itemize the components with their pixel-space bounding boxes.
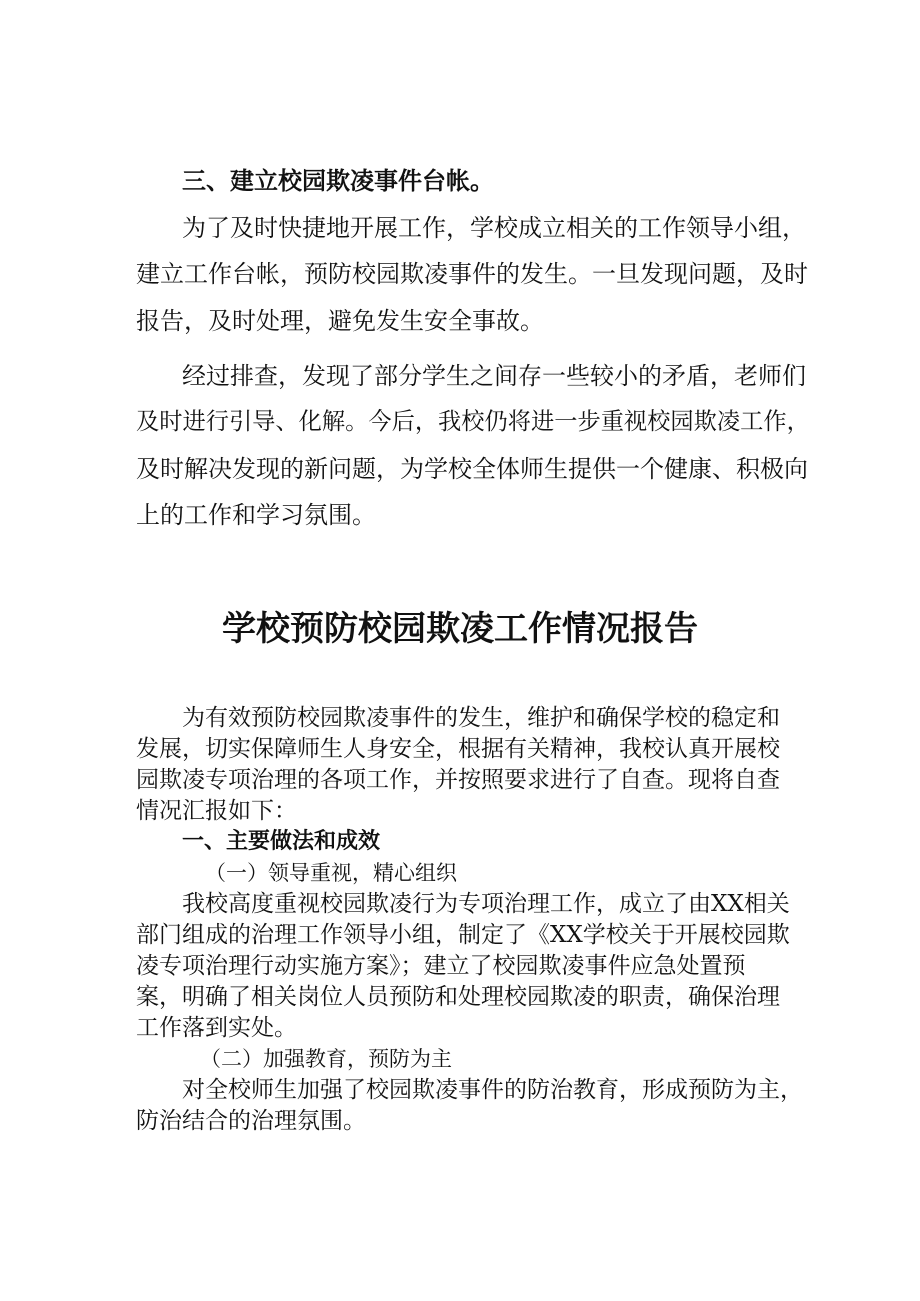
paragraph-line: 情况汇报如下： [136, 798, 297, 824]
subsection-heading: （二）加强教育，预防为主 [200, 1047, 452, 1071]
paragraph-line: 对全校师生加强了校园欺凌事件的防治教育，形成预防为主， [182, 1077, 803, 1103]
section-heading-ledger: 三、建立校园欺凌事件台帐。 [182, 167, 494, 195]
paragraph-line: 报告，及时处理，避免发生安全事故。 [136, 307, 544, 335]
paragraph-line: 及时解决发现的新问题，为学校全体师生提供一个健康、积极向 [136, 455, 808, 483]
paragraph-line: 园欺凌专项治理的各项工作，并按照要求进行了自查。现将自查 [136, 767, 780, 793]
paragraph-line: 发展，切实保障师生人身安全，根据有关精神，我校认真开展校 [136, 736, 780, 762]
paragraph-line: 工作落到实处。 [136, 1015, 297, 1041]
paragraph-line: 防治结合的治理氛围。 [136, 1108, 366, 1134]
paragraph-line: 凌专项治理行动实施方案》；建立了校园欺凌事件应急处置预 [136, 953, 746, 979]
section-heading-main-measures: 一、主要做法和成效 [182, 829, 381, 854]
paragraph-line: 为有效预防校园欺凌事件的发生，维护和确保学校的稳定和 [182, 705, 780, 731]
paragraph-line: 及时进行引导、化解。今后，我校仍将进一步重视校园欺凌工作， [136, 408, 810, 435]
paragraph-line: 为了及时快捷地开展工作，学校成立相关的工作领导小组， [182, 214, 806, 242]
subsection-heading: （一）领导重视，精心组织 [205, 861, 457, 885]
paragraph-line: 我校高度重视校园欺凌行为专项治理工作，成立了由XX相关 [182, 891, 790, 917]
paragraph-line: 部门组成的治理工作领导小组，制定了《XX学校关于开展校园欺 [136, 922, 790, 948]
paragraph-line: 经过排查，发现了部分学生之间存一些较小的矛盾，老师们 [182, 362, 806, 390]
paragraph-line: 建立工作台帐，预防校园欺凌事件的发生。一旦发现问题，及时 [136, 260, 808, 288]
paragraph-line: 案，明确了相关岗位人员预防和处理校园欺凌的职责，确保治理 [136, 984, 780, 1010]
paragraph-line: 上的工作和学习氛围。 [136, 501, 376, 529]
report-title: 学校预防校园欺凌工作情况报告 [222, 609, 698, 649]
